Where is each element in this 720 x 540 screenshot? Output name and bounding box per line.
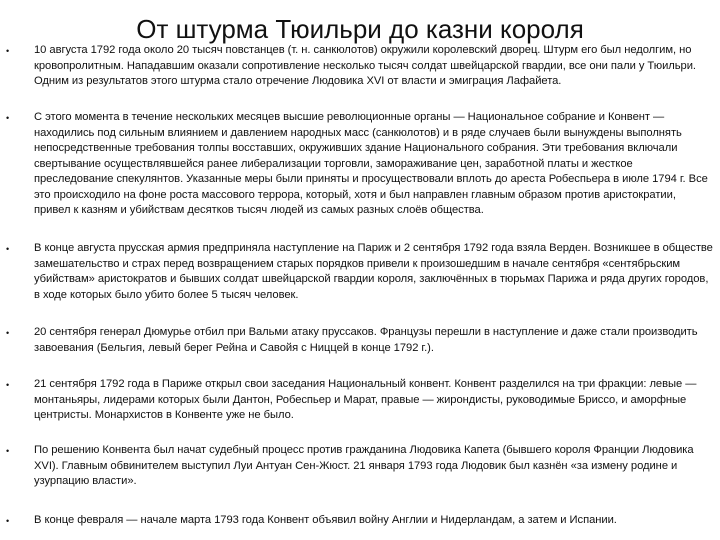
bullet-text: В конце февраля — начале марта 1793 года Конвент объявил войну Англии и Нидерландам, а затем и Испании. <box>34 514 617 526</box>
bullet-marker: • <box>6 244 10 254</box>
bullet-text: 21 сентября 1792 года в Париже открыл свои заседания Национальный конвент. Конвент разделился на три фракции: левые — монтаньяры, лидерами которых были Дантон, Робеспьер и Марат, правые — жирондисты, руководимые Бриссо, и аморфные центристы. Монархистов в Конвенте уже не было. <box>34 378 697 421</box>
bullet-text: 20 сентября генерал Дюмурье отбил при Вальми атаку пруссаков. Французы перешли в наступление и даже стали производить завоевания (Бельгия, левый берег Рейна и Савойя с Ниццей в конце 1792 г.). <box>34 326 698 354</box>
bullet-marker: • <box>6 328 10 338</box>
bullet-text: В конце августа прусская армия предприняла наступление на Париж и 2 сентября 1792 года взяла Верден. Возникшее в обществе замешательство и страх перед возвращением старых порядков привели к произошедшим в начале сентября «сентябрьским убийствам» аристократов и бывших солдат швейцарской гвардии короля, заключённых в тюрьмах Парижа и ряда других городов, в ходе которых было убито более 5 тысяч человек. <box>34 242 713 301</box>
bullet-marker: • <box>6 380 10 390</box>
bullet-text: 10 августа 1792 года около 20 тысяч повстанцев (т. н. санкюлотов) окружили королевский дворец. Штурм его был недолгим, но кровопролитным. Нападавшим оказали сопротивление несколько тысяч солдат швейцарской гвардии, все они пали у Тюильри. Одним из результатов этого штурма стало отречение Людовика XVI от власти и эмиграция Лафайета. <box>34 44 696 87</box>
slide-title: От штурма Тюильри до казни короля <box>136 14 584 44</box>
bullet-text: По решению Конвента был начат судебный процесс против гражданина Людовика Капета (бывшего короля Франции Людовика XVI). Главным обвинителем выступил Луи Антуан Сен-Жюст. 21 января 1793 года Людовик был казнён «за измену родине и узурпацию власти». <box>34 444 694 487</box>
bullet-marker: • <box>6 446 10 456</box>
bullet-marker: • <box>6 516 10 526</box>
bullet-text: С этого момента в течение нескольких месяцев высшие революционные органы — Национальное собрание и Конвент — находились под сильным влиянием и давлением народных масс (санкюлотов) и в ряде случаев были вынуждены выполнять непосредственные требования толпы восставших, окруживших здание Национального собрания. Эти требования включали свертывание осуществлявшейся ранее либерализации торговли, замораживание цен, заработной платы и жесткое преследование спекулянтов. Указанные меры были приняты и просуществовали вплоть до ареста Робеспьера в июле 1794 г. Все это происходило на фоне роста массового террора, который, хотя и был направлен главным образом против аристократии, привел к казням и убийствам десятков тысяч людей из самых разных слоёв общества. <box>34 111 708 216</box>
bullet-marker: • <box>6 46 10 56</box>
bullet-marker: • <box>6 113 10 123</box>
